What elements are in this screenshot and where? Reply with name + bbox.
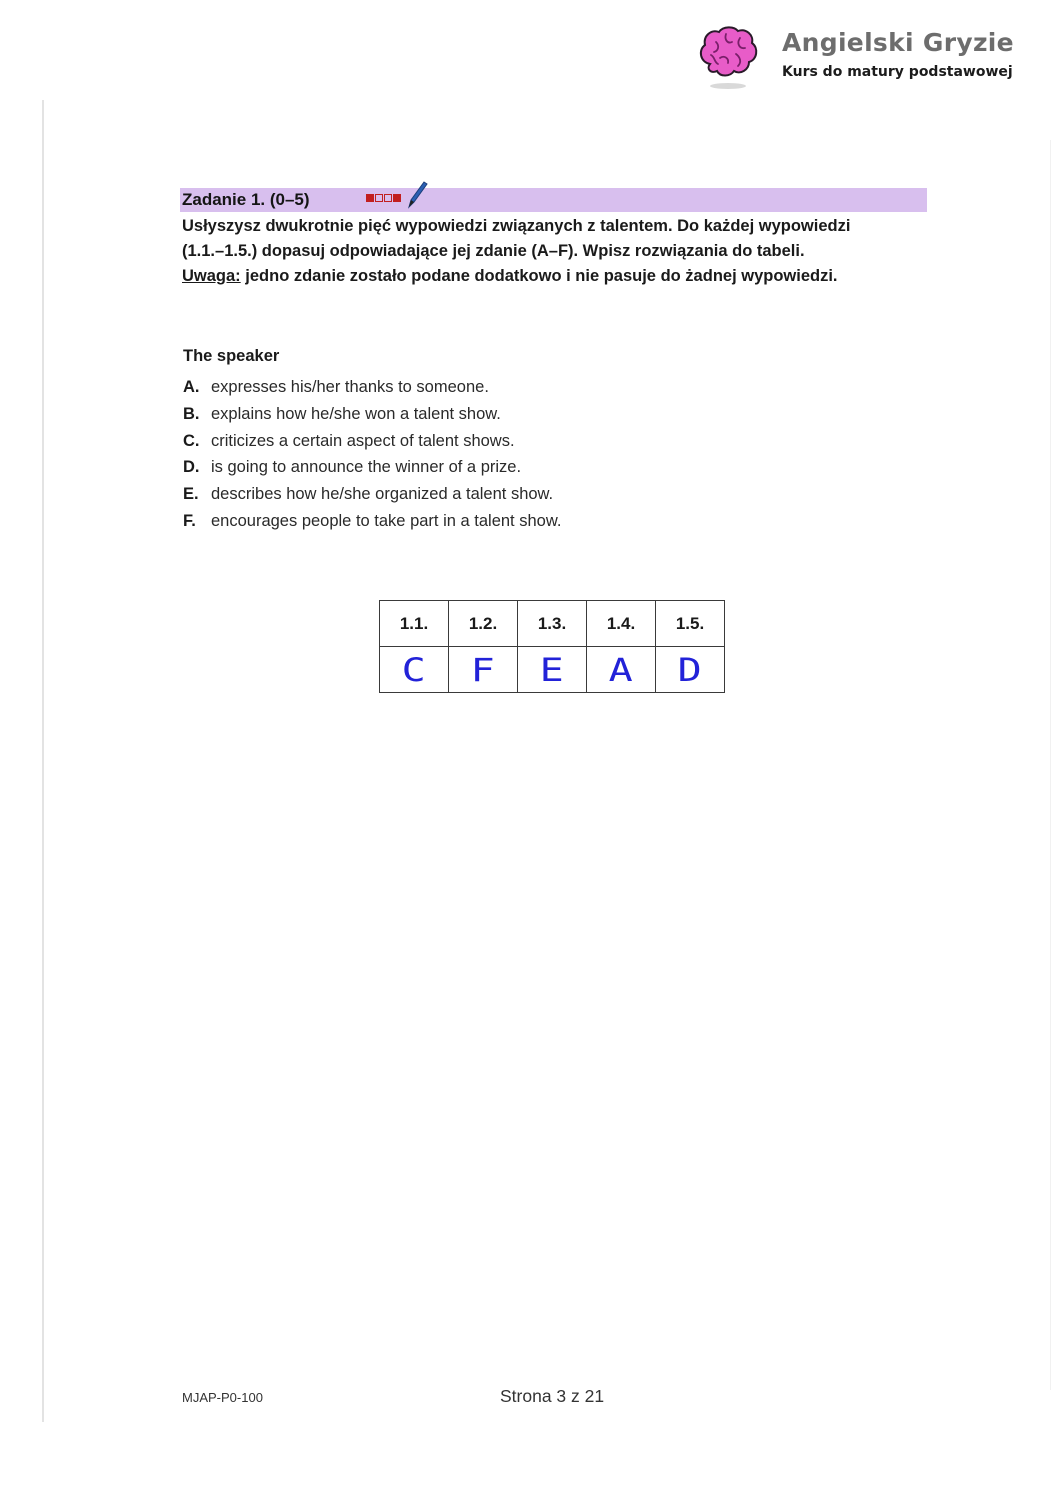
answer-table-answer-row [380,647,725,693]
answer-cell[interactable] [587,647,656,693]
answer-header-cell: 1.5. [656,601,725,647]
note-text: jedno zdanie zostało podane dodatkowo i nie pasuje do żadnej wypowiedzi. [240,267,838,285]
answer-cell[interactable] [449,647,518,693]
option-letter: F. [183,511,196,530]
instruction-line: Usłyszysz dwukrotnie pięć wypowiedzi związanych z talentem. Do każdej wypowiedzi [182,217,851,235]
handwritten-answer: C [401,650,427,689]
option-item [183,458,561,485]
option-text: expresses his/her thanks to someone. [211,378,489,396]
page-edge-divider-right [1050,140,1051,1390]
option-item [183,485,561,512]
option-item [183,512,561,539]
handwritten-answer: A [608,650,634,689]
note-label: Uwaga: [182,267,241,285]
option-text: describes how he/she organized a talent show. [211,485,554,504]
answer-header-cell: 1.3. [518,601,587,647]
instruction-line: (1.1.–1.5.) dopasuj odpowiadające jej zdanie (A–F). Wpisz rozwiązania do tabeli. [182,242,805,260]
speaker-heading: The speaker [183,347,280,365]
task-header [180,188,927,212]
score-boxes-icon [366,194,408,206]
option-text: encourages people to take part in a talent show. [211,511,562,530]
brand-header [694,24,1024,94]
option-letter: A. [183,378,200,396]
options-list [183,378,561,539]
handwritten-answer: E [539,650,565,689]
instruction-note [182,264,927,289]
option-letter: B. [183,404,200,423]
option-text: is going to announce the winner of a prize. [211,458,522,477]
option-text: explains how he/she won a talent show. [211,404,501,423]
answer-table-header-row [380,601,725,647]
option-letter: D. [183,458,200,477]
brain-icon [696,24,760,90]
task-title: Zadanie 1. (0–5) [182,190,310,209]
answer-cell[interactable] [656,647,725,693]
answer-header-cell: 1.1. [380,601,449,647]
option-text: criticizes a certain aspect of talent shows. [211,431,515,450]
option-letter: C. [183,431,200,450]
footer-exam-code: MJAP-P0-100 [182,1390,263,1405]
brand-title: Angielski Gryzie [782,28,1014,57]
handwritten-answer: D [677,650,703,689]
footer-page-number: Strona 3 z 21 [500,1386,605,1406]
option-letter: E. [183,485,199,504]
answer-cell[interactable] [380,647,449,693]
answer-cell[interactable] [518,647,587,693]
pen-icon [406,180,428,210]
answer-header-cell: 1.4. [587,601,656,647]
option-item [183,432,561,459]
answer-table [379,600,725,693]
task-instruction [182,214,927,289]
option-item [183,405,561,432]
option-item [183,378,561,405]
handwritten-answer: F [470,650,496,689]
answer-header-cell: 1.2. [449,601,518,647]
brand-subtitle: Kurs do matury podstawowej [782,64,1013,80]
page-edge-divider [42,100,44,1422]
